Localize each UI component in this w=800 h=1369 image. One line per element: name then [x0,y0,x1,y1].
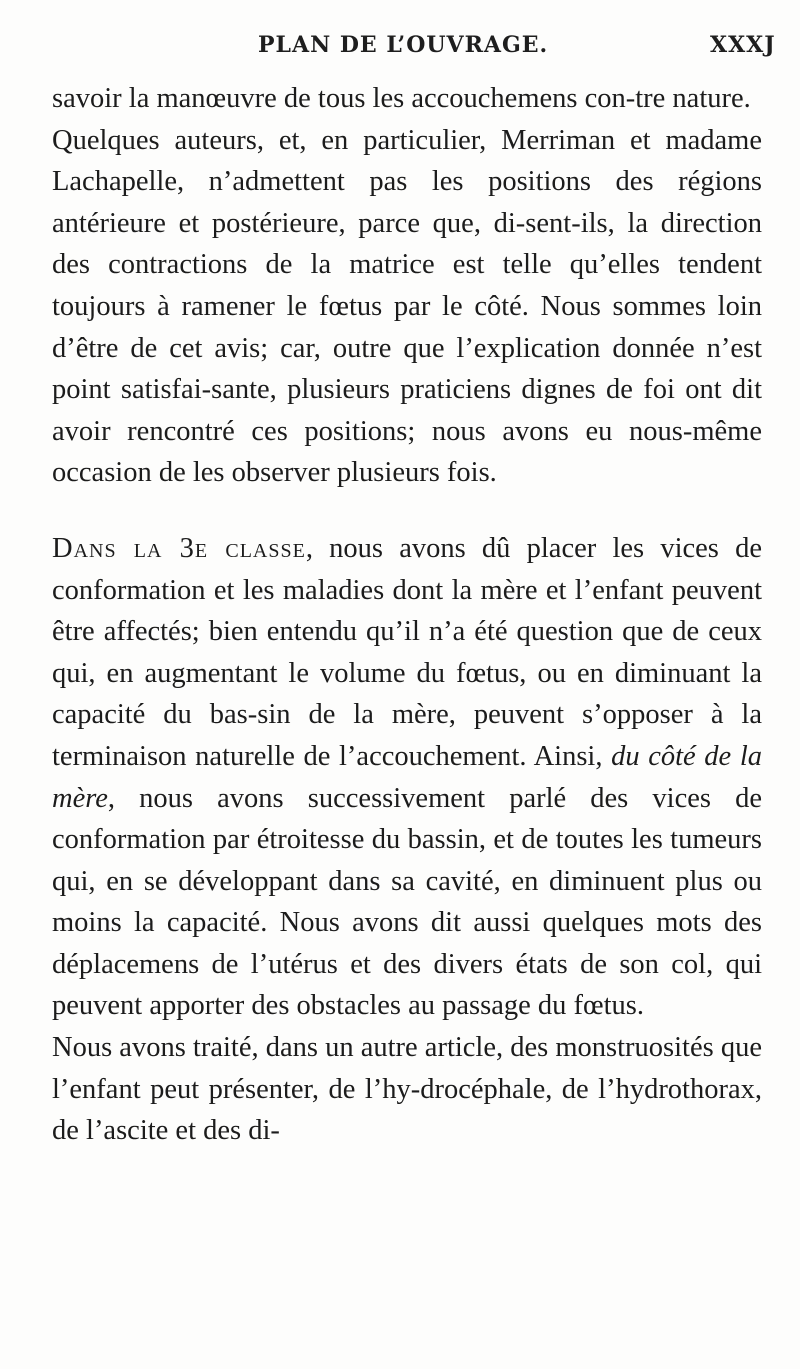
running-title: PLAN DE L’OUVRAGE. [258,32,549,58]
paragraph-3-text-a: , nous avons dû placer les vices de conformation et les maladies dont la mère et l’enfant peuvent être affectés; bien entendu qu’il n’a été question que de ceux qui, en augmentant le volume du fœtus, ou en diminuant la capacité du bas-sin de la mère, peuvent s’opposer à la terminaison naturelle de l’accouchement. Ainsi, [52,532,762,772]
body-text [52,78,762,1152]
paragraph-1: savoir la manœuvre de tous les accouchemens con-tre nature. [52,83,751,114]
paragraph-4: Nous avons traité, dans un autre article, des monstruosités que l’enfant peut présenter, de l’hy-drocéphale, de l’hydrothorax, de l’ascite et des di- [52,1032,762,1147]
page-header [0,32,800,62]
paragraph-3-italic: du côté de la mère [52,740,762,814]
paragraph-2: Quelques auteurs, et, en particulier, Merriman et madame Lachapelle, n’admettent pas les positions des régions antérieure et postérieure, parce que, di-sent-ils, la direction des contractions de la matrice est telle qu’elles tendent toujours à ramener le fœtus par le côté. Nous sommes loin d’être de cet avis; car, outre que l’explication donnée n’est point satisfai-sante, plusieurs praticiens dignes de foi ont dit avoir rencontré ces positions; nous avons eu nous-même occasion de les observer plusieurs fois. [52,124,762,489]
section-lead: Dans la 3e classe [52,532,306,564]
paragraph-3 [52,528,762,1027]
paragraph-3-text-b: , nous avons successivement parlé des vices de conformation par étroitesse du bassin, et de toutes les tumeurs qui, en se développant dans sa cavité, en diminuent plus ou moins la capacité. Nous avons dit aussi quelques mots des déplacemens de l’utérus et des divers états de son col, qui peuvent apporter des obstacles au passage du fœtus. [52,782,762,1022]
page-number: XXXJ [710,32,776,58]
